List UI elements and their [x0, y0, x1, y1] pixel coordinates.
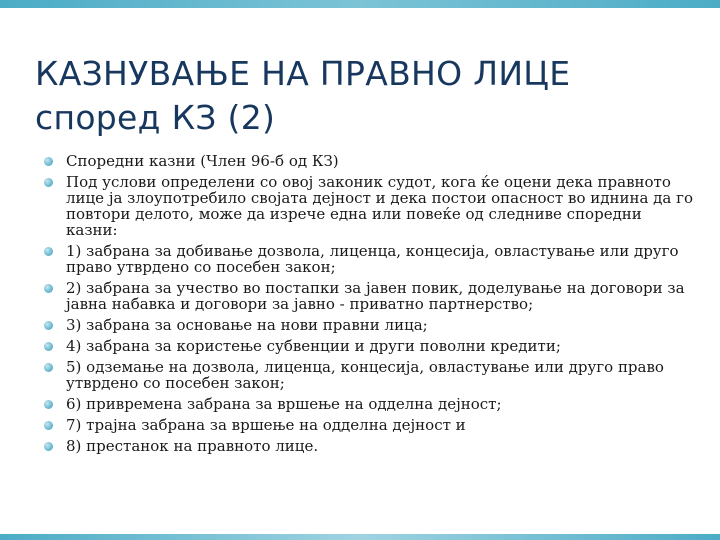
bullet-text: 7) трајна забрана за вршење на одделна дејност и [66, 416, 466, 434]
sphere-bullet-icon [44, 247, 53, 256]
sphere-bullet-icon [44, 321, 53, 330]
bullet-text: Споредни казни (Член 96-б од КЗ) [66, 152, 339, 170]
bullet-item [44, 280, 694, 312]
bottom-accent-bar [0, 534, 720, 540]
slide-title [35, 52, 695, 140]
bullet-item [44, 396, 694, 412]
slide-title-line-1: КАЗНУВАЊЕ НА ПРАВНО ЛИЦЕ [35, 54, 571, 93]
bullet-item [44, 153, 694, 169]
sphere-bullet-icon [44, 157, 53, 166]
bullet-text: 6) привремена забрана за вршење на одделна дејност; [66, 395, 502, 413]
bullet-text: 8) престанок на правното лице. [66, 437, 319, 455]
bullet-item [44, 317, 694, 333]
sphere-bullet-icon [44, 284, 53, 293]
sphere-bullet-icon [44, 442, 53, 451]
bullet-item [44, 174, 694, 238]
bullet-text: 1) забрана за добивање дозвола, лиценца, концесија, овластување или друго право утврдено со посебен закон; [66, 242, 679, 276]
sphere-bullet-icon [44, 421, 53, 430]
sphere-bullet-icon [44, 400, 53, 409]
slide-title-line-2: според КЗ (2) [35, 98, 276, 137]
bullet-text: 2) забрана за учество во постапки за јавен повик, доделување на договори за јавна набавка и договори за јавно - приватно партнерство; [66, 279, 685, 313]
sphere-bullet-icon [44, 178, 53, 187]
top-accent-bar [0, 0, 720, 8]
bullet-text: 5) одземање на дозвола, лиценца, концесија, овластување или друго право утврдено со посебен закон; [66, 358, 664, 392]
sphere-bullet-icon [44, 342, 53, 351]
bullet-item [44, 438, 694, 454]
bullet-text: Под услови определени со овој законик судот, кога ќе оцени дека правното лице ја злоупотребило својата дејност и дека постои опасност во иднина да го повтори делото, може да изрече една или повеќе од следниве споредни казни: [66, 173, 694, 239]
bullet-list [44, 153, 694, 459]
bullet-item [44, 243, 694, 275]
bullet-text: 3) забрана за основање на нови правни лица; [66, 316, 428, 334]
bullet-item [44, 359, 694, 391]
bullet-text: 4) забрана за користење субвенции и други поволни кредити; [66, 337, 561, 355]
bullet-item [44, 338, 694, 354]
bullet-item [44, 417, 694, 433]
sphere-bullet-icon [44, 363, 53, 372]
